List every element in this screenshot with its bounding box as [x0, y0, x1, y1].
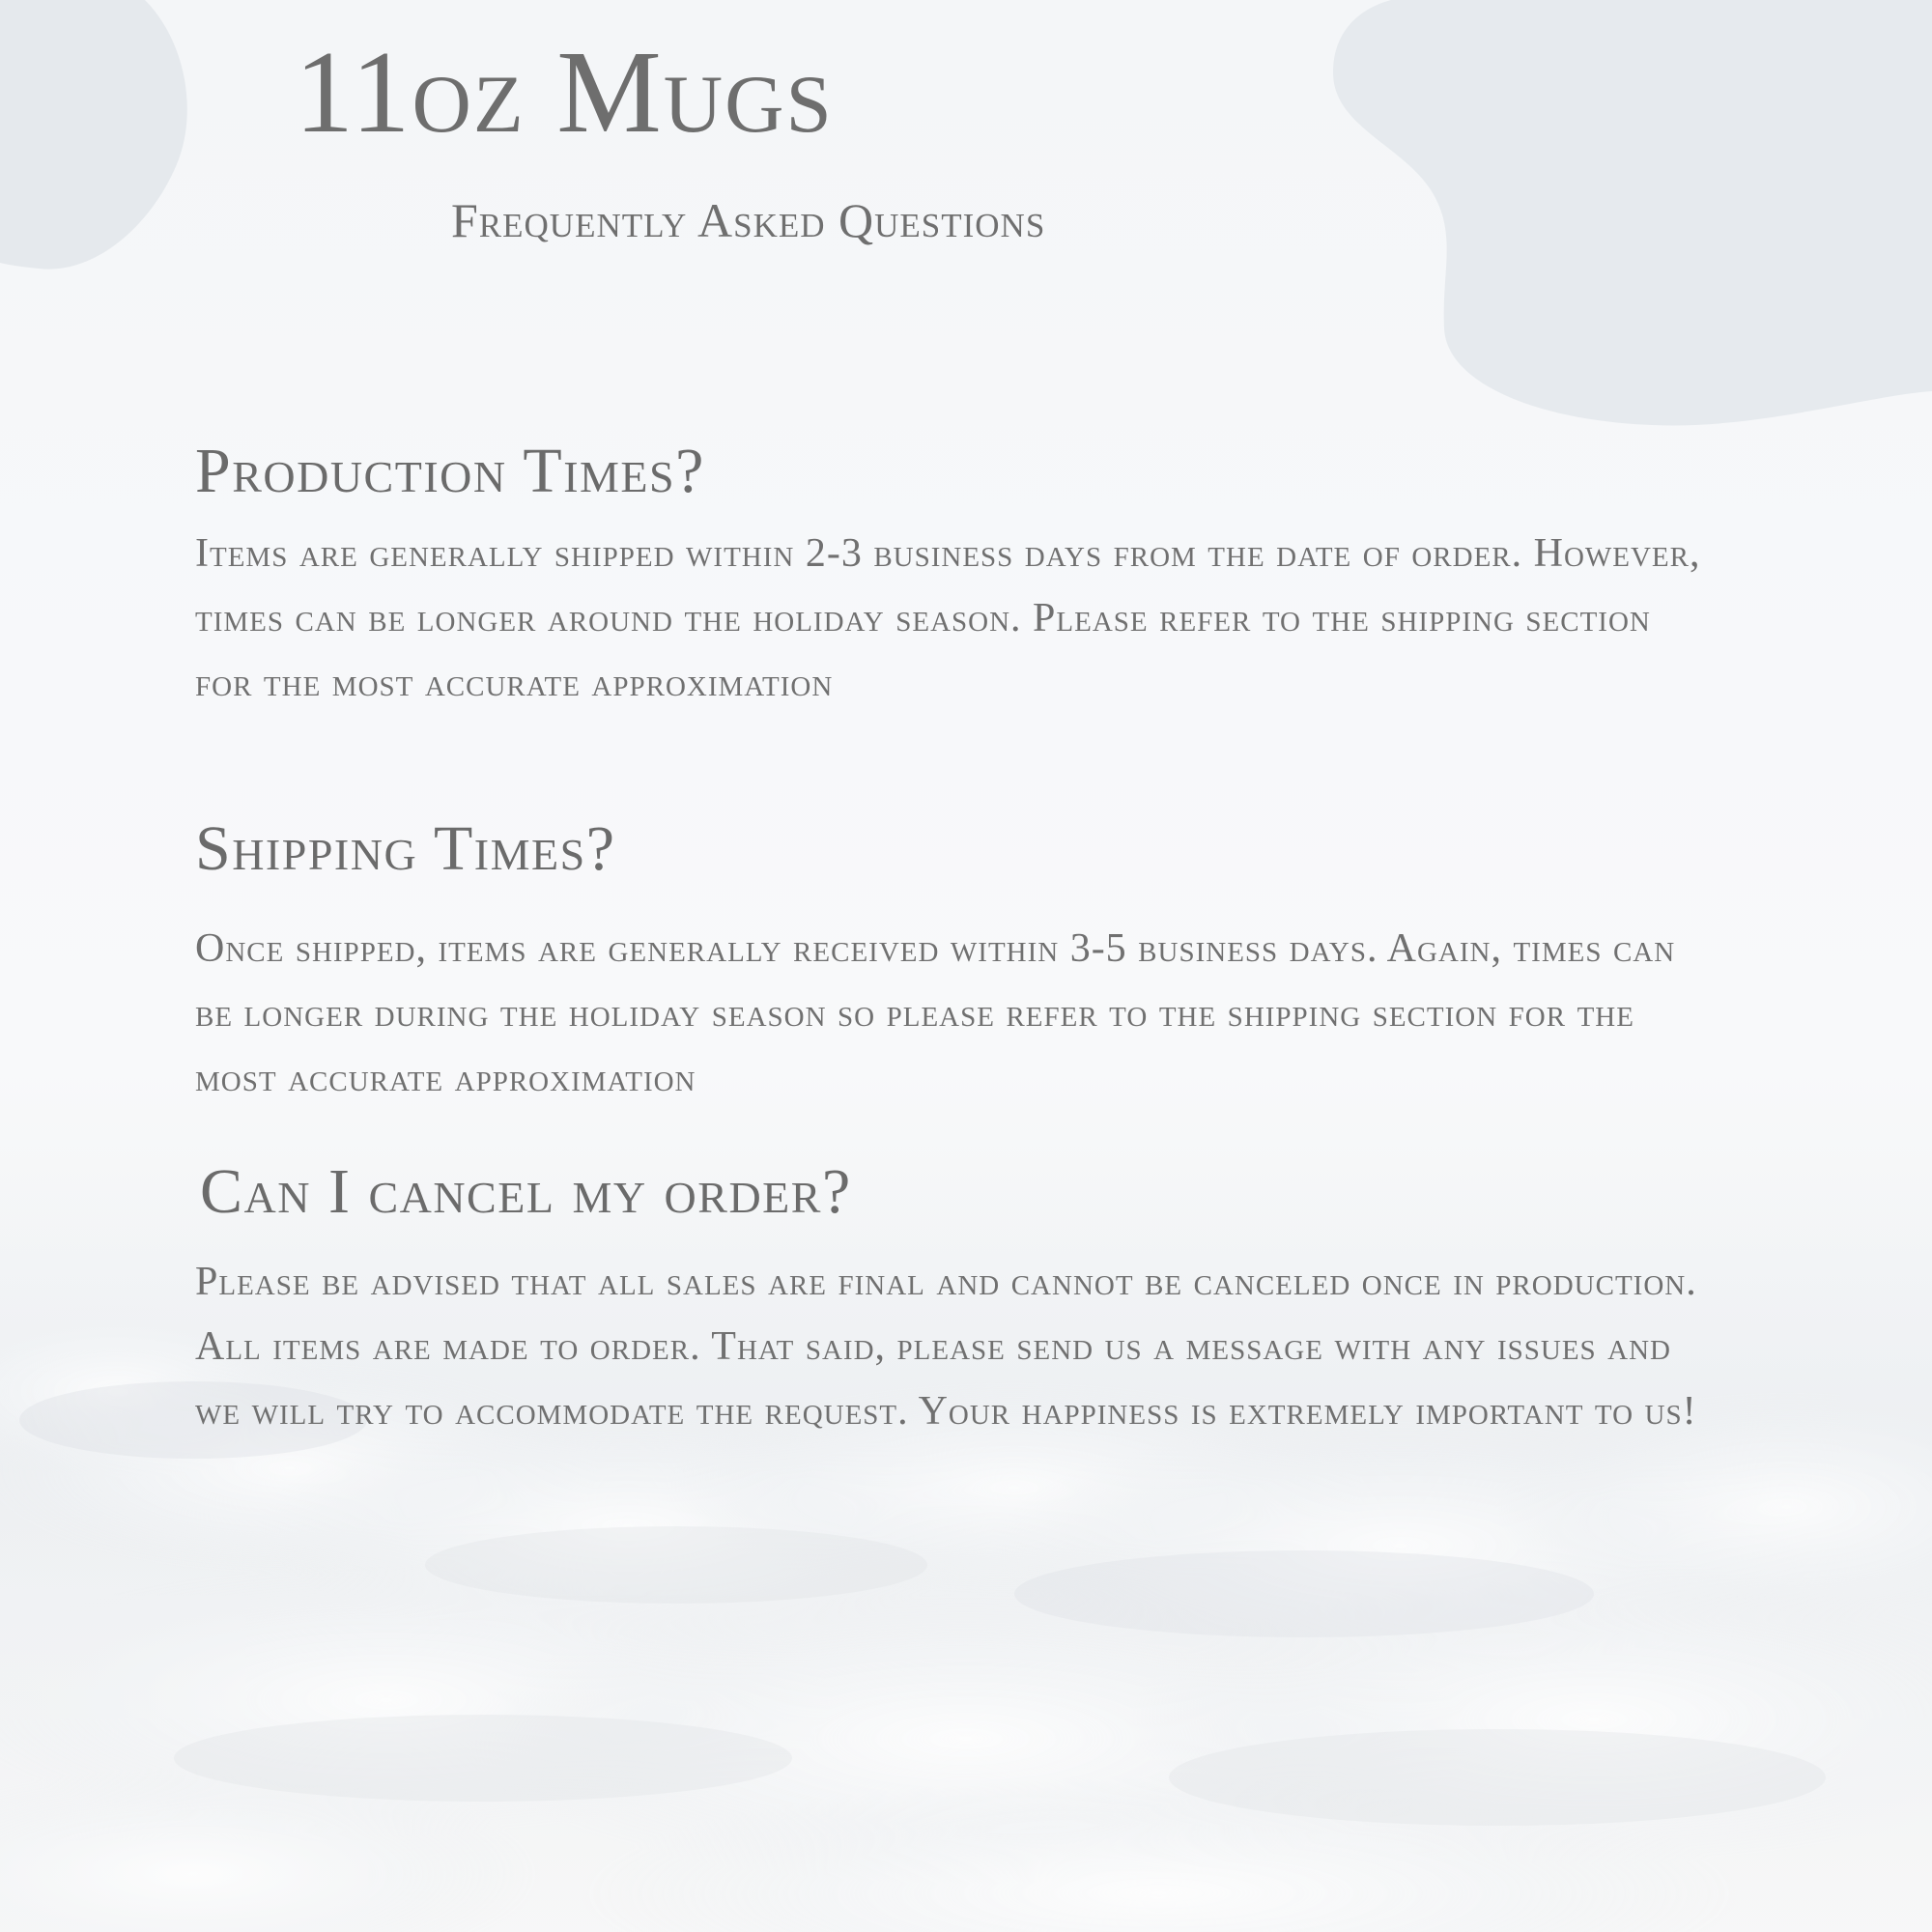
page-subtitle: Frequently Asked Questions — [451, 193, 1046, 247]
page-title: 11oz Mugs — [295, 27, 834, 157]
faq-answer-shipping: Once shipped, items are generally received within 3-5 business days. Again, times can be longer during the holiday season so please refer to the shipping section for the most accurate approximation — [195, 926, 1676, 1100]
faq-answer-production: Items are generally shipped within 2-3 business days from the date of order. However, times can be longer around the holiday season. Please refer to the shipping section for the most accurate approximation — [195, 531, 1701, 705]
faq-question-production: Production Times? — [195, 436, 705, 506]
faq-answer-cancel: Please be advised that all sales are final and cannot be canceled once in production. All items are made to order. That said, please send us a message with any issues and we will try to accommodate the request. Your happiness is extremely important to us! — [195, 1260, 1697, 1434]
faq-question-shipping: Shipping Times? — [195, 813, 616, 884]
faq-question-cancel: Can I cancel my order? — [200, 1156, 852, 1227]
